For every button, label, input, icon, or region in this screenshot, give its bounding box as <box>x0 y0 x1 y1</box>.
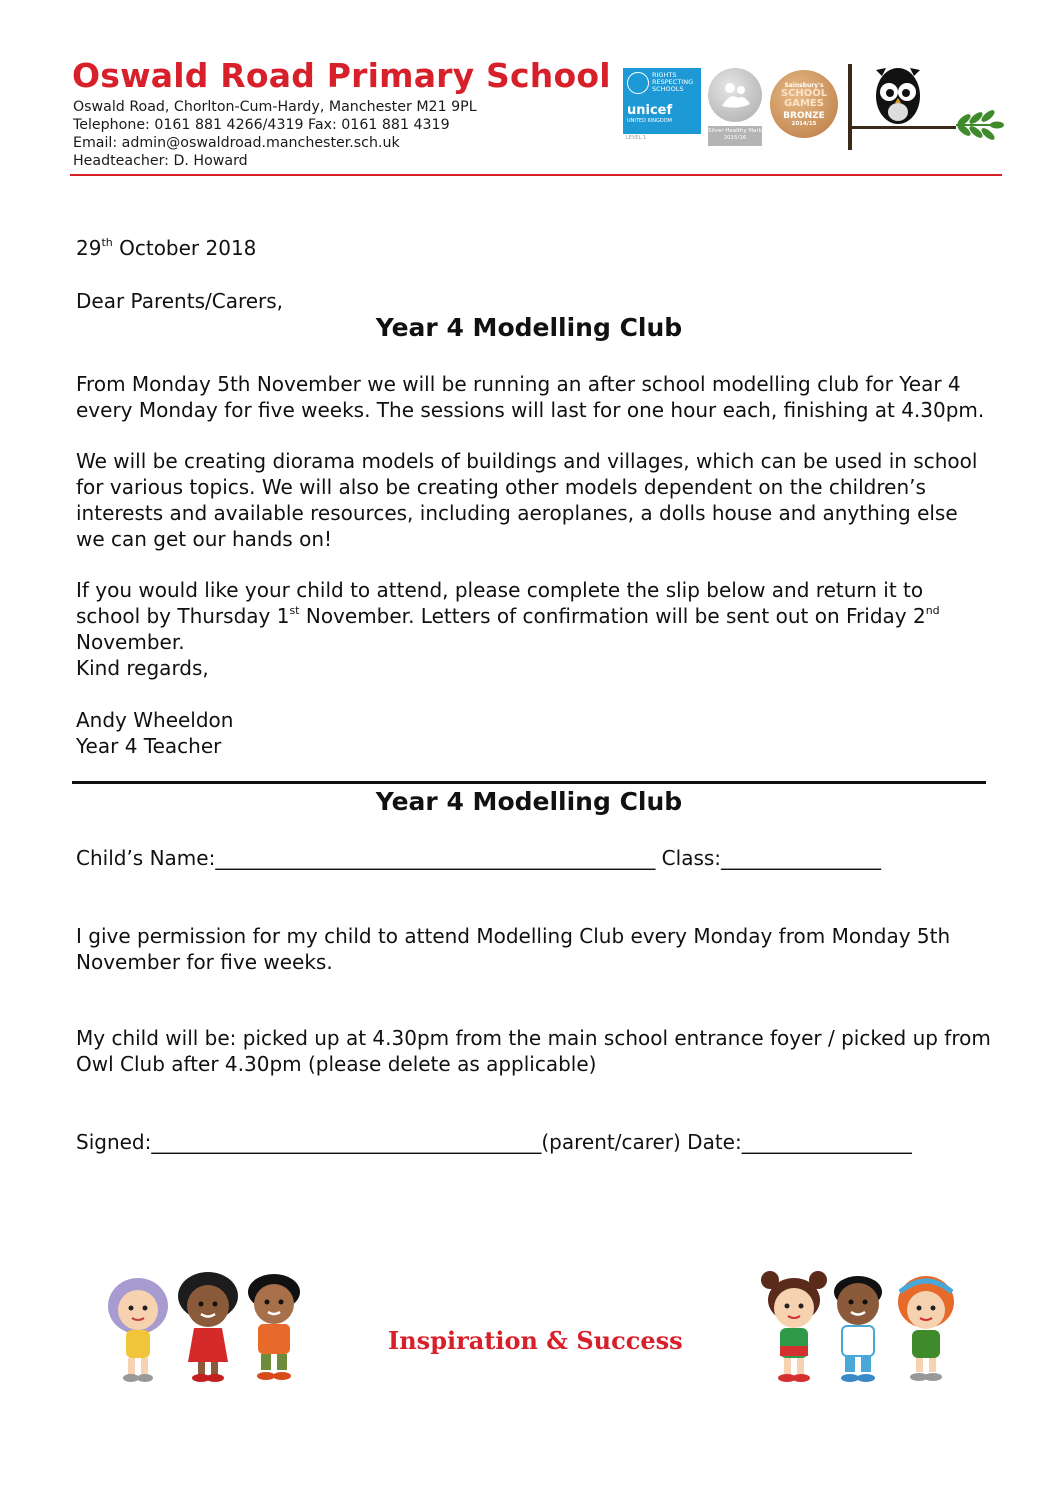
school-telephone: Telephone: 0161 881 4266/4319 Fax: 0161 881 4319 <box>73 117 450 133</box>
badge-text: RIGHTS <box>652 71 677 79</box>
school-headteacher: Headteacher: D. Howard <box>73 153 248 169</box>
badge-text: RESPECTING <box>652 78 694 86</box>
badge-level: LEVEL 1 <box>626 135 647 141</box>
signatory-name: Andy Wheeldon <box>76 708 234 732</box>
rights-respecting-schools-badge <box>623 68 701 134</box>
healthy-mark-label: Silver Healthy Mark 2015/16 <box>708 126 762 146</box>
date-suffix: th <box>101 236 113 249</box>
school-motto: Inspiration & Success <box>388 1326 683 1355</box>
badge-text: GAMES <box>784 98 824 109</box>
badge-text: SCHOOLS <box>652 85 684 93</box>
letter-paragraph-1: From Monday 5th November we will be running an after school modelling club for Year 4 every Monday for five weeks. The sessions will last for one hour each, finishing at 4.30pm. <box>76 372 985 422</box>
letterhead-divider <box>70 174 1002 176</box>
unicef-logo: unicef <box>627 103 673 118</box>
paragraph-text: November. <box>76 630 185 654</box>
child-name-class-field: Child’s Name:____________________________________________ Class:________________ <box>76 846 882 870</box>
healthy-schools-badge <box>708 68 762 122</box>
ordinal-suffix: nd <box>925 604 940 617</box>
signatory-role: Year 4 Teacher <box>76 734 222 758</box>
slip-title: Year 4 Modelling Club <box>375 787 683 816</box>
letter-greeting: Dear Parents/Carers, <box>76 289 284 313</box>
letter-paragraph-2: We will be creating diorama models of buildings and villages, which can be used in school for various topics. We will also be creating other models dependent on the children’s interests and available resources, including aeroplanes, a dolls house and anything else we can get our hands on! <box>76 449 978 551</box>
badge-text: BRONZE <box>783 111 825 121</box>
paragraph-text: If you would like your child to attend, please complete the slip below and return it to school by Thursday 1 <box>76 578 924 628</box>
badge-text: Sainsbury's <box>784 82 824 89</box>
badge-text: UNITED KINGDOM <box>627 118 672 124</box>
badge-text: 2014/15 <box>791 121 817 127</box>
school-address: Oswald Road, Chorlton-Cum-Hardy, Manchester M21 9PL <box>73 99 477 115</box>
healthy-figures-icon <box>708 68 762 122</box>
globe-icon <box>627 72 649 94</box>
cartoon-children-right-icon <box>748 1266 964 1388</box>
letter-closing: Kind regards, <box>76 656 209 680</box>
letter-title: Year 4 Modelling Club <box>375 313 683 342</box>
date-day: 29 <box>76 236 102 260</box>
school-email: Email: admin@oswaldroad.manchester.sch.uk <box>73 135 400 151</box>
permission-statement: I give permission for my child to attend Modelling Club every Monday from Monday 5th November for five weeks. <box>76 924 951 974</box>
collection-statement: My child will be: picked up at 4.30pm from the main school entrance foyer / picked up from Owl Club after 4.30pm (please delete as applicable) <box>76 1026 991 1076</box>
badge-text: SCHOOL <box>780 88 828 99</box>
signature-date-field: Signed:_______________________________________(parent/carer) Date:_________________ <box>76 1130 912 1154</box>
date-rest: October 2018 <box>112 236 257 260</box>
school-name: Oswald Road Primary School <box>72 56 611 95</box>
ordinal-suffix: st <box>289 604 300 617</box>
letter-paragraph-3 <box>76 577 991 655</box>
owl-on-branch-icon <box>846 62 1004 152</box>
paragraph-text: November. Letters of confirmation will be sent out on Friday 2 <box>299 604 926 628</box>
letter-date <box>76 235 256 261</box>
tear-off-divider <box>72 781 986 784</box>
school-games-bronze-badge <box>770 70 838 138</box>
cartoon-children-left-icon <box>98 1266 312 1386</box>
